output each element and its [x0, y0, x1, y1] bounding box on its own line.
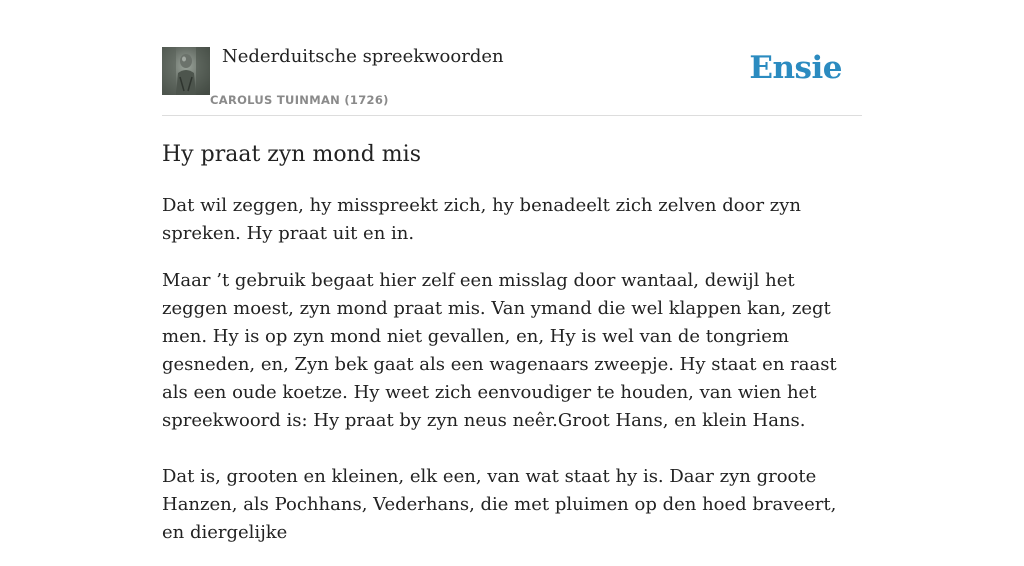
- entry-paragraph: Dat wil zeggen, hy misspreekt zich, hy benadeelt zich zelven door zyn spreken. Hy praat uit en in.: [162, 195, 802, 244]
- entry-title: Hy praat zyn mond mis: [162, 142, 421, 167]
- header: [162, 46, 862, 116]
- portrait-statue-icon: [162, 47, 210, 95]
- author-avatar[interactable]: [162, 47, 210, 95]
- author-name[interactable]: CAROLUS TUINMAN (1726): [210, 93, 389, 107]
- entry-paragraph: Maar ’t gebruik begaat hier zelf een misslag door wantaal, dewijl het zeggen moest, zyn mond praat mis. Van ymand die wel klappen kan, zegt men. Hy is op zyn mond niet gevallen, en, Hy is wel van de tongriem gesneden, en, Zyn bek gaat als een wagenaars zweepje. Hy staat en raast als een oude koetze. Hy weet zich eenvoudiger te houden, van wien het spreekwoord is: Hy praat by zyn neus neêr.Groot Hans, en klein Hans.: [162, 270, 837, 431]
- book-title[interactable]: Nederduitsche spreekwoorden: [222, 46, 504, 67]
- ensie-logo[interactable]: Ensie: [749, 50, 842, 86]
- entry-paragraph: Dat is, grooten en kleinen, elk een, van wat staat hy is. Daar zyn groote Hanzen, als Pochhans, Vederhans, die met pluimen op den hoed braveert, en diergelijke: [162, 466, 837, 543]
- entry-content: [162, 140, 862, 566]
